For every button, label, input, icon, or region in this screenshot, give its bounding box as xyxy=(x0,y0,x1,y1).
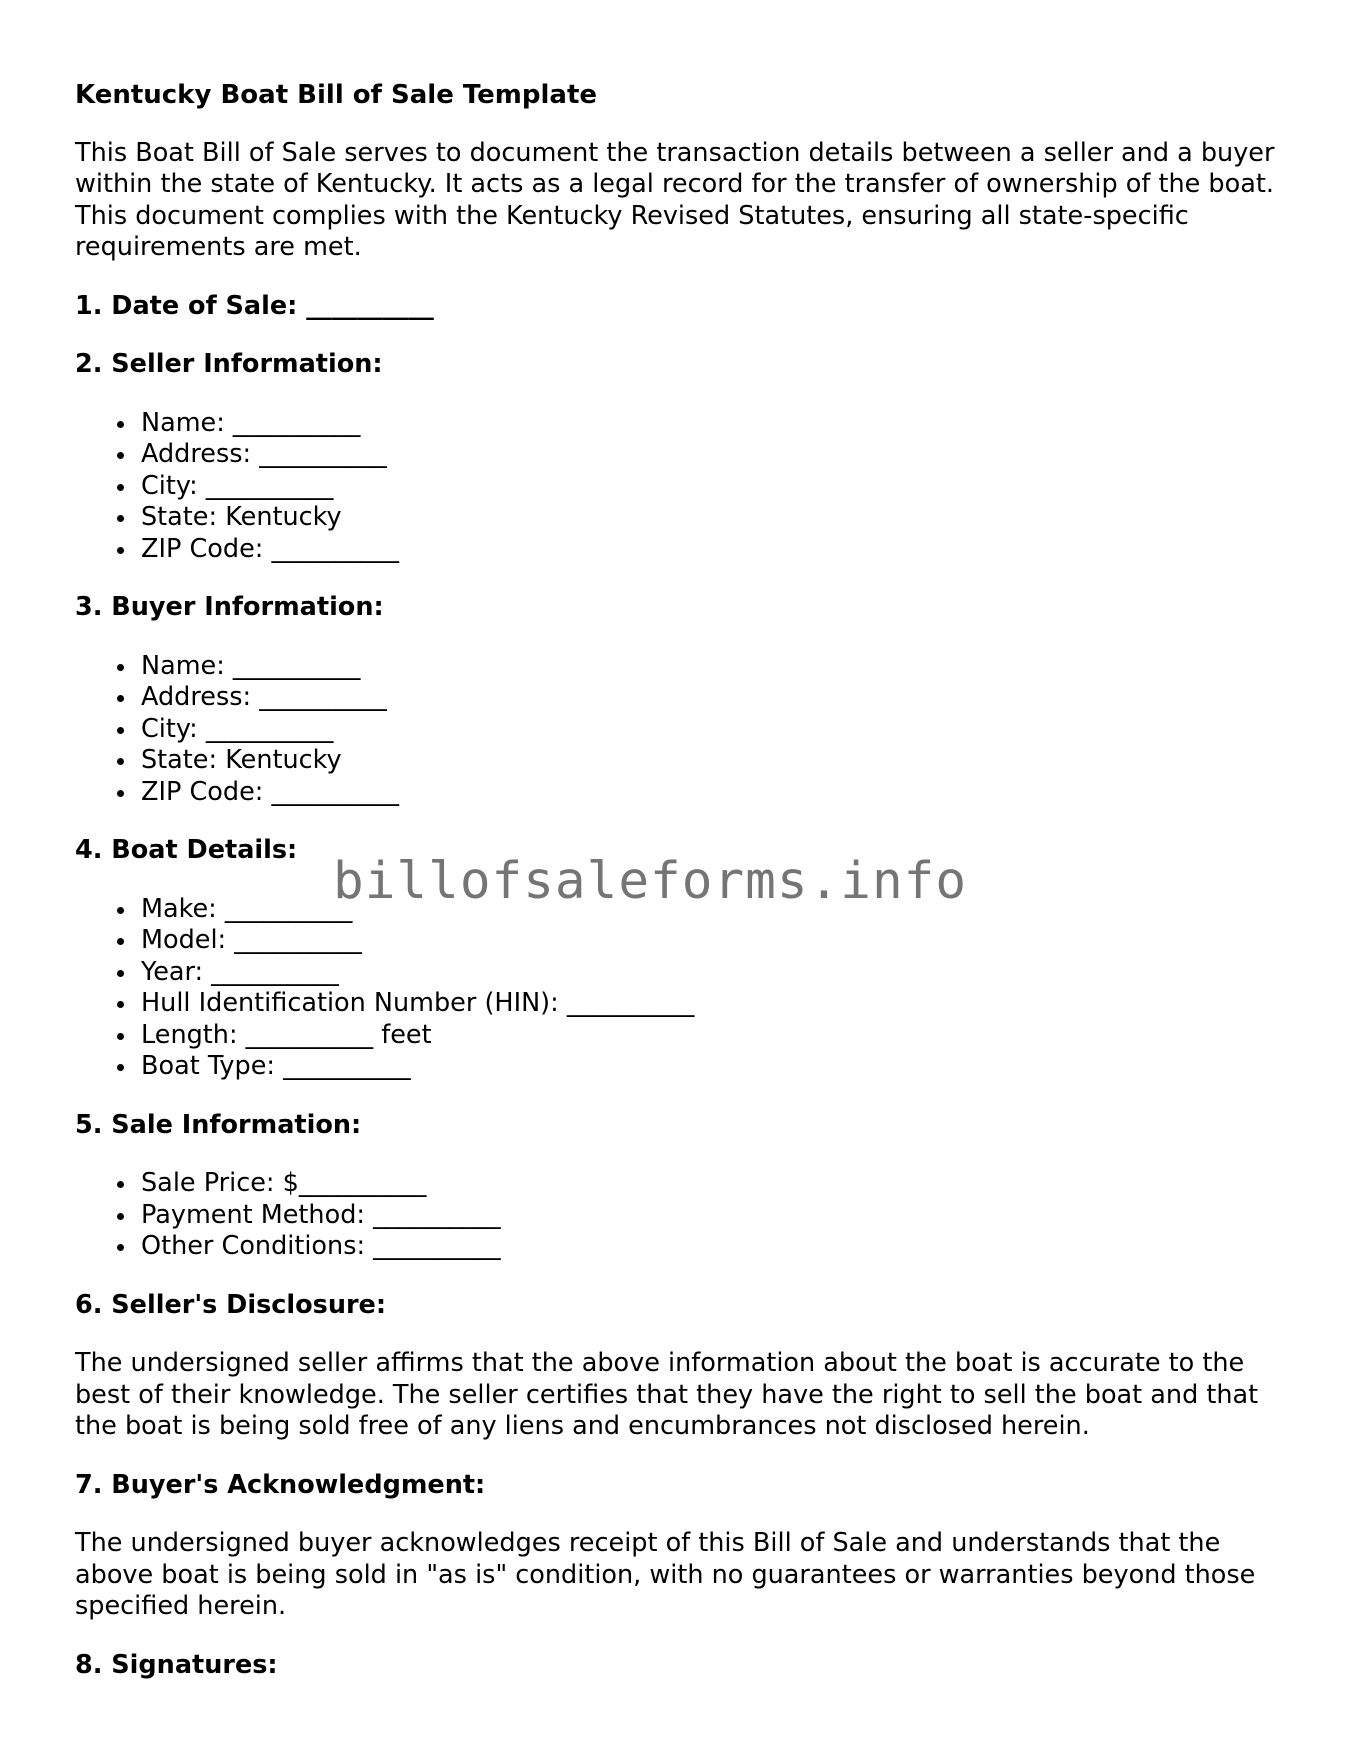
boat-hin-field: Hull Identification Number (HIN): __________ xyxy=(141,988,1295,1020)
seller-name-field: Name: __________ xyxy=(141,408,1295,440)
payment-method-field: Payment Method: __________ xyxy=(141,1200,1295,1232)
sale-price-field: Sale Price: $__________ xyxy=(141,1168,1295,1200)
intro-paragraph: This Boat Bill of Sale serves to document the transaction details between a seller and a buyer within the state of Kentucky. It acts as a legal record for the transfer of ownership of the boat. This document complies with the Kentucky Revised Statutes, ensuring all state-specific requirements are met. xyxy=(75,137,1275,262)
boat-details-list xyxy=(75,894,1295,1083)
seller-information-heading: 2. Seller Information: xyxy=(75,349,383,379)
seller-city-field: City: __________ xyxy=(141,471,1295,503)
seller-zip-field: ZIP Code: __________ xyxy=(141,534,1295,566)
watermark: billofsaleforms.info xyxy=(333,852,968,911)
buyer-information-list xyxy=(75,651,1295,809)
boat-make-field: Make: __________ xyxy=(141,894,1295,926)
signatures-heading: 8. Signatures: xyxy=(75,1649,278,1680)
boat-length-field: Length: __________ feet xyxy=(141,1020,1295,1052)
boat-type-field: Boat Type: __________ xyxy=(141,1051,1295,1083)
date-of-sale-heading: 1. Date of Sale: __________ xyxy=(75,290,434,321)
sellers-disclosure-heading: 6. Seller's Disclosure: xyxy=(75,1289,387,1320)
buyers-acknowledgment-heading: 7. Buyer's Acknowledgment: xyxy=(75,1469,486,1500)
buyer-zip-field: ZIP Code: __________ xyxy=(141,777,1295,809)
buyers-acknowledgment-text: The undersigned buyer acknowledges receipt of this Bill of Sale and understands that the above boat is being sold in "as is" condition, with no guarantees or warranties beyond those specified herein. xyxy=(75,1528,1256,1621)
buyer-name-field: Name: __________ xyxy=(141,651,1295,683)
boat-model-field: Model: __________ xyxy=(141,925,1295,957)
sale-information-list xyxy=(75,1168,1295,1263)
other-conditions-field: Other Conditions: __________ xyxy=(141,1231,1295,1263)
sale-information-heading: 5. Sale Information: xyxy=(75,1109,362,1140)
sellers-disclosure-text: The undersigned seller affirms that the above information about the boat is accurate to the best of their knowledge. The seller certifies that they have the right to sell the boat and that the boat is being sold free of any liens and encumbrances not disclosed herein. xyxy=(75,1348,1259,1441)
boat-details-heading: 4. Boat Details: xyxy=(75,835,298,865)
boat-year-field: Year: __________ xyxy=(141,957,1295,989)
buyer-information-heading: 3. Buyer Information: xyxy=(75,592,384,622)
buyer-address-field: Address: __________ xyxy=(141,682,1295,714)
document-page xyxy=(75,80,1295,1708)
buyer-state-field: State: Kentucky xyxy=(141,745,1295,777)
seller-address-field: Address: __________ xyxy=(141,439,1295,471)
buyer-city-field: City: __________ xyxy=(141,714,1295,746)
document-title: Kentucky Boat Bill of Sale Template xyxy=(75,80,598,110)
seller-information-list xyxy=(75,408,1295,566)
seller-state-field: State: Kentucky xyxy=(141,502,1295,534)
